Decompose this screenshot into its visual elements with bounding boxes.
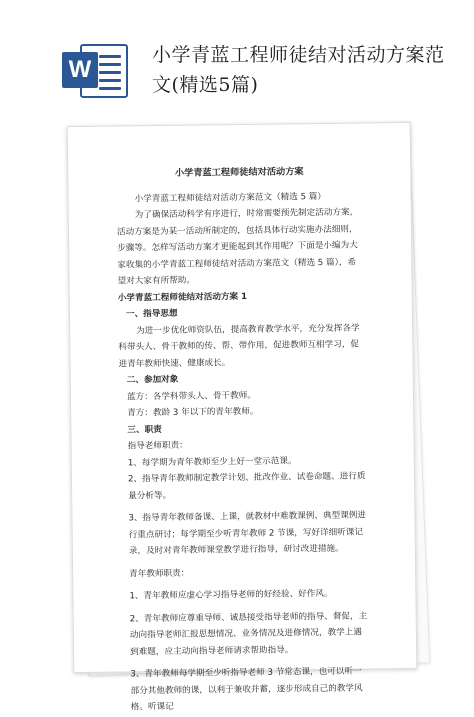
youth-duty-1: 1、青年教师应虚心学习指导老师的好经验、好作风。	[129, 588, 333, 602]
intro-line: 小学青蓝工程师徒结对活动方案范文（精选 5 篇）	[134, 191, 327, 204]
sheet-line	[99, 71, 121, 74]
heading-participants: 二、参加对象	[126, 374, 179, 386]
intro-paragraph: 为了确保活动科学有序进行，时常需要预先制定活动方案，活动方案是为某一活动所制定的，包括具体行动实施办法细则，步骤等。怎样写活动方案才更能起到其作用呢？下面是小编为大家收集的小学青蓝工程师徒结对活动方案范文（精选 5 篇），希望对大家有所帮助。	[116, 207, 359, 287]
document-title: 小学青蓝工程师徒结对活动方案	[174, 166, 304, 179]
participants-blue: 蓝方：各学科带头人、骨干教师。	[126, 390, 256, 402]
heading-guiding-thought: 一、指导思想	[125, 308, 178, 320]
page-header	[0, 0, 474, 110]
page-title: 小学青蓝工程师徒结对活动方案范文(精选5篇)	[152, 44, 445, 96]
sheet-line	[99, 87, 121, 90]
word-badge: W	[62, 52, 98, 88]
mentor-duty-3: 3、指导青年教师备课、上课，就教材中难教课例、典型课例进行重点研讨；每学期至少听青年教师 2 节课，写好详细听课记录，及时对青年教师课堂教学进行指导，研讨改进措施。	[128, 510, 367, 557]
sheet-line	[99, 79, 121, 82]
mentor-duties-label: 指导老师职责：	[127, 440, 188, 452]
heading-duties: 三、职责	[127, 424, 162, 435]
section-title: 小学青蓝工程师徒结对活动方案 1	[117, 291, 248, 304]
sheet-line	[99, 63, 121, 66]
youth-duty-3: 3、青年教师每学期至少听指导老师 3 节常态课，也可以听一部分其他教师的课，以利于兼收并蓄，逐步形成自己的教学风格。听课记	[130, 666, 363, 713]
youth-duties-label: 青年教师职责：	[129, 568, 190, 579]
document-page	[67, 122, 418, 713]
mentor-duty-1: 1、每学期为青年教师至少上好一堂示范课。	[127, 455, 297, 468]
youth-duty-2: 2、青年教师应尊重导师、诚恳接受指导老师的指导、督促，主动向指导老师汇报思想情况、业务情况及进修情况，教学上遇到难题，应主动向指导老师请求帮助指导。	[129, 610, 368, 657]
word-document-icon	[62, 40, 132, 102]
sheet-line	[99, 55, 121, 58]
guiding-paragraph: 为进一步优化师资队伍，提高教育教学水平，充分发挥各学科带头人、骨干教师的传、帮、带作用，促进教师互相学习，促进青年教师快速、健康成长。	[118, 323, 360, 370]
document-content	[116, 164, 369, 716]
mentor-duty-2: 2、指导青年教师制定教学计划、批改作业、试卷命题、进行质量分析等。	[127, 471, 366, 501]
participants-green: 青方：教龄 3 年以下的青年教师。	[127, 406, 259, 419]
